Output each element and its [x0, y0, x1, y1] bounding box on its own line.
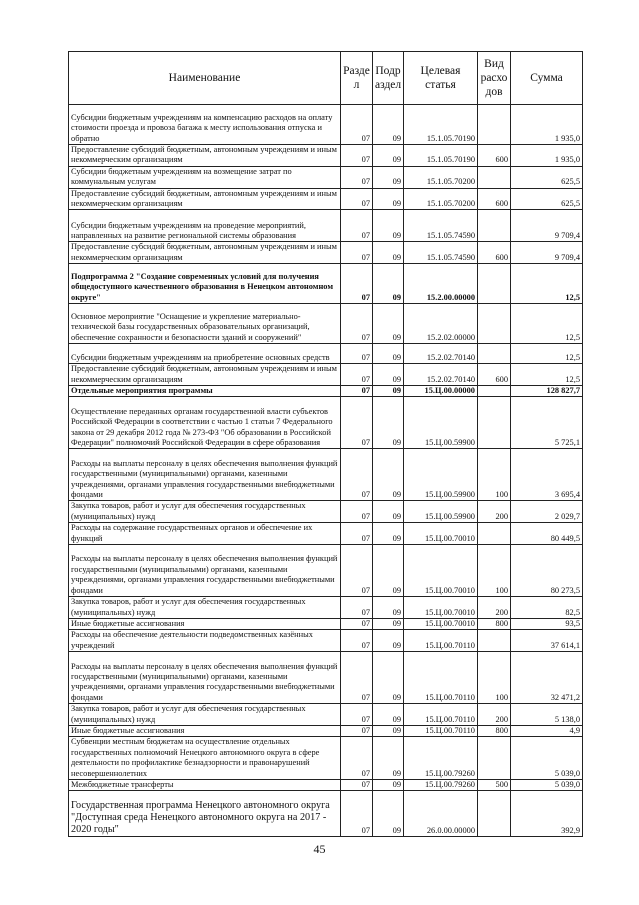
row-section: 07: [341, 397, 373, 449]
row-section: 07: [341, 737, 373, 780]
row-section: 07: [341, 791, 373, 837]
row-type: 800: [478, 618, 511, 629]
row-subsection: 09: [373, 344, 404, 364]
table-row: [69, 501, 583, 523]
row-sum: 12,5: [511, 344, 583, 364]
row-sum: 5 138,0: [511, 704, 583, 726]
row-section: 07: [341, 652, 373, 704]
row-name: Субсидии бюджетным учреждениям на возмещение затрат по коммунальным услугам: [69, 166, 341, 188]
row-subsection: 09: [373, 364, 404, 386]
row-target: 15.Ц.00.79260: [404, 779, 478, 790]
row-section: 07: [341, 523, 373, 545]
row-type: 600: [478, 145, 511, 167]
header-target: Целевая статья: [404, 52, 478, 105]
row-sum: 1 935,0: [511, 145, 583, 167]
row-section: 07: [341, 386, 373, 397]
row-target: 15.Ц.00.70010: [404, 618, 478, 629]
row-section: 07: [341, 145, 373, 167]
row-name: Закупка товаров, работ и услуг для обеспечения государственных (муниципальных) нужд: [69, 597, 341, 619]
row-target: 15.Ц.00.79260: [404, 737, 478, 780]
row-section: 07: [341, 618, 373, 629]
row-subsection: 09: [373, 779, 404, 790]
table-row: [69, 652, 583, 704]
row-name: Субвенции местным бюджетам на осуществление отдельных государственных полномочий Ненецкого автономного округа в сфере деятельности по профилактике безнадзорности и правонарушений несовершеннолетних: [69, 737, 341, 780]
row-name: Закупка товаров, работ и услуг для обеспечения государственных (муниципальных) нужд: [69, 704, 341, 726]
row-sum: 12,5: [511, 264, 583, 304]
row-name: Отдельные мероприятия программы: [69, 386, 341, 397]
table-row: [69, 166, 583, 188]
row-sum: 80 273,5: [511, 545, 583, 597]
row-subsection: 09: [373, 145, 404, 167]
row-subsection: 09: [373, 725, 404, 736]
row-subsection: 09: [373, 304, 404, 344]
row-section: 07: [341, 704, 373, 726]
table-row: [69, 545, 583, 597]
row-sum: 82,5: [511, 597, 583, 619]
row-target: 15.Ц.00.59900: [404, 449, 478, 501]
row-target: 15.Ц.00.70010: [404, 545, 478, 597]
row-sum: 37 614,1: [511, 630, 583, 652]
row-target: 15.Ц.00.70110: [404, 630, 478, 652]
row-target: 15.Ц.00.70110: [404, 725, 478, 736]
row-target: 15.2.02.70140: [404, 364, 478, 386]
row-name: Иные бюджетные ассигнования: [69, 618, 341, 629]
row-type: [478, 166, 511, 188]
header-section: Разде л: [341, 52, 373, 105]
row-type: 100: [478, 449, 511, 501]
row-name: Расходы на выплаты персоналу в целях обеспечения выполнения функций государственными (муниципальными) органами, казенными учреждениями, органами управления государственными внебюджетными фондами: [69, 652, 341, 704]
row-subsection: 09: [373, 501, 404, 523]
header-name: Наименование: [69, 52, 341, 105]
row-subsection: 09: [373, 791, 404, 837]
table-row: [69, 630, 583, 652]
row-section: 07: [341, 449, 373, 501]
row-sum: 93,5: [511, 618, 583, 629]
row-subsection: 09: [373, 210, 404, 242]
row-name: Расходы на выплаты персоналу в целях обеспечения выполнения функций государственными (муниципальными) органами, казенными учреждениями, органами управления государственными внебюджетными фондами: [69, 449, 341, 501]
row-target: 15.Ц.00.70010: [404, 523, 478, 545]
row-name: Межбюджетные трансферты: [69, 779, 341, 790]
row-sum: 5 725,1: [511, 397, 583, 449]
row-section: 07: [341, 304, 373, 344]
row-section: 07: [341, 344, 373, 364]
row-subsection: 09: [373, 397, 404, 449]
row-section: 07: [341, 188, 373, 210]
row-name: Закупка товаров, работ и услуг для обеспечения государственных (муниципальных) нужд: [69, 501, 341, 523]
row-name: Расходы на выплаты персоналу в целях обеспечения выполнения функций государственными (муниципальными) органами, казенными учреждениями, органами управления государственными внебюджетными фондами: [69, 545, 341, 597]
row-sum: 12,5: [511, 304, 583, 344]
table-row: [69, 364, 583, 386]
row-sum: 4,9: [511, 725, 583, 736]
row-name: Предоставление субсидий бюджетным, автономным учреждениям и иным некоммерческим организациям: [69, 242, 341, 264]
row-section: 07: [341, 242, 373, 264]
row-name: Расходы на обеспечение деятельности подведомственных казённых учреждений: [69, 630, 341, 652]
row-target: 15.Ц.00.70110: [404, 704, 478, 726]
row-sum: 625,5: [511, 188, 583, 210]
row-section: 07: [341, 166, 373, 188]
table-header-row: [69, 52, 583, 105]
row-sum: 12,5: [511, 364, 583, 386]
table-row: [69, 737, 583, 780]
row-type: [478, 304, 511, 344]
row-type: 100: [478, 652, 511, 704]
page-number: 45: [313, 842, 326, 856]
row-sum: 9 709,4: [511, 242, 583, 264]
row-name: Субсидии бюджетным учреждениям на проведение мероприятий, направленных на развитие региональной системы образования: [69, 210, 341, 242]
row-sum: 625,5: [511, 166, 583, 188]
row-type: 200: [478, 597, 511, 619]
budget-table: [68, 51, 583, 837]
table-row: [69, 397, 583, 449]
row-target: 26.0.00.00000: [404, 791, 478, 837]
row-section: 07: [341, 364, 373, 386]
row-section: 07: [341, 545, 373, 597]
row-name: Основное мероприятие "Оснащение и укрепление материально-технической базы государственных образовательных организаций, обеспечение сохранности и безопасности зданий и сооружений": [69, 304, 341, 344]
row-subsection: 09: [373, 737, 404, 780]
row-type: 600: [478, 364, 511, 386]
table-row: [69, 304, 583, 344]
row-section: 07: [341, 501, 373, 523]
table-row: [69, 779, 583, 790]
row-name: Субсидии бюджетным учреждениям на компенсацию расходов на оплату стоимости проезда и провоза багажа к месту использования отпуска и обратно: [69, 105, 341, 145]
row-type: [478, 630, 511, 652]
table-row: [69, 523, 583, 545]
row-sum: 32 471,2: [511, 652, 583, 704]
row-subsection: 09: [373, 386, 404, 397]
row-subsection: 09: [373, 264, 404, 304]
row-target: 15.Ц.00.59900: [404, 397, 478, 449]
row-section: 07: [341, 264, 373, 304]
row-subsection: 09: [373, 105, 404, 145]
row-type: [478, 523, 511, 545]
row-subsection: 09: [373, 618, 404, 629]
row-target: 15.2.02.00000: [404, 304, 478, 344]
row-sum: 5 039,0: [511, 737, 583, 780]
row-subsection: 09: [373, 597, 404, 619]
row-sum: 9 709,4: [511, 210, 583, 242]
row-target: 15.1.05.70190: [404, 145, 478, 167]
row-section: 07: [341, 630, 373, 652]
row-target: 15.1.05.74590: [404, 210, 478, 242]
table-row: [69, 791, 583, 837]
row-target: 15.2.00.00000: [404, 264, 478, 304]
header-type: Вид расхо дов: [478, 52, 511, 105]
row-type: 500: [478, 779, 511, 790]
row-name: Государственная программа Ненецкого автономного округа "Доступная среда Ненецкого автономного округа на 2017 - 2020 годы": [69, 791, 341, 837]
row-type: [478, 386, 511, 397]
table-row: [69, 145, 583, 167]
row-name: Предоставление субсидий бюджетным, автономным учреждениям и иным некоммерческим организациям: [69, 145, 341, 167]
row-type: 100: [478, 545, 511, 597]
row-section: 07: [341, 779, 373, 790]
row-subsection: 09: [373, 523, 404, 545]
row-subsection: 09: [373, 704, 404, 726]
row-subsection: 09: [373, 449, 404, 501]
row-section: 07: [341, 210, 373, 242]
row-sum: 392,9: [511, 791, 583, 837]
row-subsection: 09: [373, 545, 404, 597]
row-type: [478, 210, 511, 242]
row-type: 800: [478, 725, 511, 736]
table-row: [69, 597, 583, 619]
row-sum: 1 935,0: [511, 105, 583, 145]
row-section: 07: [341, 597, 373, 619]
row-subsection: 09: [373, 242, 404, 264]
row-type: 200: [478, 501, 511, 523]
table-row: [69, 725, 583, 736]
row-target: 15.1.05.70190: [404, 105, 478, 145]
table-row: [69, 264, 583, 304]
row-sum: 128 827,7: [511, 386, 583, 397]
row-section: 07: [341, 725, 373, 736]
row-type: 600: [478, 242, 511, 264]
row-name: Расходы на содержание государственных органов и обеспечение их функций: [69, 523, 341, 545]
row-subsection: 09: [373, 652, 404, 704]
row-section: 07: [341, 105, 373, 145]
row-subsection: 09: [373, 630, 404, 652]
table-row: [69, 105, 583, 145]
table-row: [69, 344, 583, 364]
row-target: 15.1.05.74590: [404, 242, 478, 264]
row-name: Иные бюджетные ассигнования: [69, 725, 341, 736]
row-sum: 2 029,7: [511, 501, 583, 523]
row-type: 600: [478, 188, 511, 210]
row-type: 200: [478, 704, 511, 726]
row-type: [478, 397, 511, 449]
row-sum: 5 039,0: [511, 779, 583, 790]
row-sum: 80 449,5: [511, 523, 583, 545]
row-sum: 3 695,4: [511, 449, 583, 501]
row-name: Подпрограмма 2 "Создание современных условий для получения общедоступного качественного образования в Ненецком автономном округе": [69, 264, 341, 304]
row-target: 15.Ц.00.00000: [404, 386, 478, 397]
row-type: [478, 791, 511, 837]
table-row: [69, 704, 583, 726]
row-target: 15.Ц.00.70010: [404, 597, 478, 619]
table-row: [69, 449, 583, 501]
table-row: [69, 618, 583, 629]
row-name: Предоставление субсидий бюджетным, автономным учреждениям и иным некоммерческим организациям: [69, 364, 341, 386]
header-subsection: Подр аздел: [373, 52, 404, 105]
table-row: [69, 242, 583, 264]
row-type: [478, 737, 511, 780]
row-type: [478, 105, 511, 145]
header-sum: Сумма: [511, 52, 583, 105]
row-target: 15.Ц.00.59900: [404, 501, 478, 523]
table-row: [69, 188, 583, 210]
row-name: Субсидии бюджетным учреждениям на приобретение основных средств: [69, 344, 341, 364]
row-type: [478, 344, 511, 364]
row-subsection: 09: [373, 166, 404, 188]
row-target: 15.Ц.00.70110: [404, 652, 478, 704]
row-name: Осуществление переданных органам государственной власти субъектов Российской Федерации в соответствии с частью 1 статьи 7 Федерального закона от 29 декабря 2012 года № 273-ФЗ "Об образовании в Российской Федерации" полномочий Российской Федерации в сфере образования: [69, 397, 341, 449]
table-row: [69, 210, 583, 242]
row-name: Предоставление субсидий бюджетным, автономным учреждениям и иным некоммерческим организациям: [69, 188, 341, 210]
row-target: 15.2.02.70140: [404, 344, 478, 364]
row-target: 15.1.05.70200: [404, 166, 478, 188]
row-target: 15.1.05.70200: [404, 188, 478, 210]
table-row: [69, 386, 583, 397]
row-subsection: 09: [373, 188, 404, 210]
row-type: [478, 264, 511, 304]
